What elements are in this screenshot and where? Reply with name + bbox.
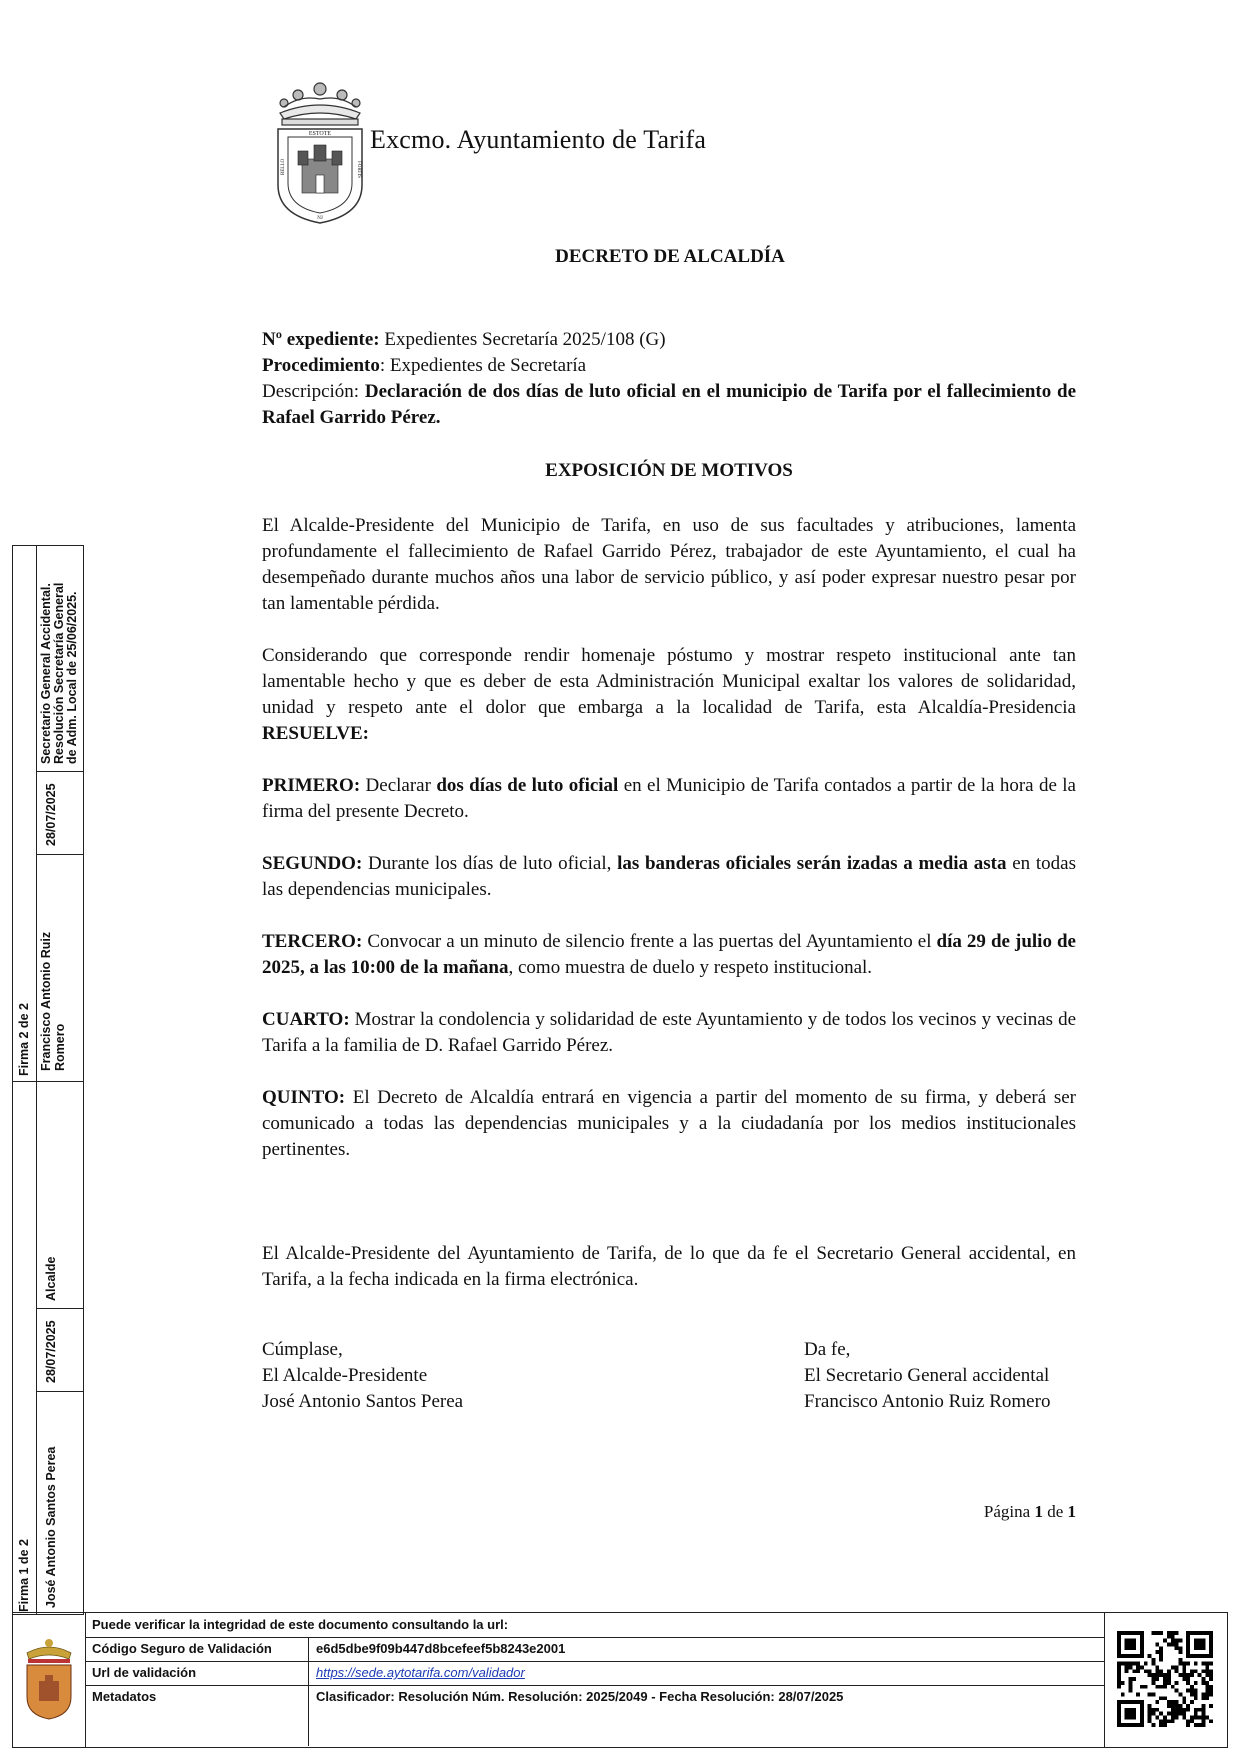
firma2-label: Firma 2 de 2	[17, 1003, 31, 1076]
metadata-value: Clasificador: Resolución Núm. Resolución: 2025/2049 - Fecha Resolución: 28/07/2025	[316, 1689, 844, 1704]
paragraph-tercero	[262, 929, 1076, 981]
svg-text:NJ: NJ	[317, 216, 323, 221]
signature-left-line-1: Cúmplase,	[262, 1339, 343, 1360]
row-separator	[308, 1661, 309, 1685]
footer-crest-icon	[19, 1635, 79, 1725]
expediente-line	[262, 327, 1076, 353]
signature-right-line-2: El Secretario General accidental	[804, 1365, 1050, 1386]
paragraph-considerando	[262, 643, 1076, 747]
metadata-label: Metadatos	[92, 1689, 157, 1704]
segundo-text-b: las banderas oficiales serán izadas a media asta	[617, 853, 1007, 874]
resuelve-label: RESUELVE:	[262, 723, 370, 744]
signature-right-line-1: Da fe,	[804, 1339, 851, 1360]
tercero-label: TERCERO:	[262, 931, 363, 952]
document-title-text: DECRETO DE ALCALDÍA	[555, 246, 785, 267]
signature-strip	[12, 545, 84, 1615]
signature-left	[262, 1337, 463, 1415]
paragraph-segundo	[262, 851, 1076, 903]
validation-url-link[interactable]: https://sede.aytotarifa.com/validador	[316, 1665, 525, 1680]
section-title: EXPOSICIÓN DE MOTIVOS	[545, 460, 793, 481]
page-prefix: Página	[983, 1502, 1035, 1521]
strip-separator	[36, 1391, 83, 1392]
metadata-block	[262, 327, 1076, 431]
tercero-text-a: Convocar a un minuto de silencio frente a las puertas del Ayuntamiento el	[362, 931, 937, 952]
firma2-name-2: Romero	[53, 1023, 67, 1071]
verify-text: Puede verificar la integridad de este documento consultando la url:	[92, 1617, 509, 1632]
primero-text-c: en el Municipio de Tarifa contados a partir de la hora de la firma del presente Decreto.	[262, 775, 1076, 822]
firma1-date: 28/07/2025	[44, 1320, 58, 1383]
strip-separator	[36, 771, 83, 772]
quinto-text: El Decreto de Alcaldía entrará en vigencia a partir del momento de su firma, y deberá ser comunicado a todas las dependencias municipales y a la ciudadanía por los medios institucionales pertinentes.	[262, 1087, 1076, 1160]
procedimiento-value: : Expedientes de Secretaría	[379, 355, 587, 376]
signature-left-line-3: José Antonio Santos Perea	[262, 1391, 464, 1412]
strip-divider	[36, 546, 37, 1614]
expediente-value: Expedientes Secretaría 2025/108 (G)	[384, 329, 666, 350]
document-title	[0, 246, 1240, 268]
considerando-text: Considerando que corresponde rendir homenaje póstumo y mostrar respeto institucional ante tan lamentable hecho y que es deber de esta Administración Municipal exaltar los valores de solidaridad, unidad y respeto ante el dolor que embarga a la localidad de Tarifa, esta Alcaldía-Presidencia	[262, 645, 1076, 718]
cuarto-label: CUARTO:	[262, 1009, 350, 1030]
qr-code-icon	[1117, 1631, 1213, 1727]
signature-right-line-3: Francisco Antonio Ruiz Romero	[804, 1391, 1051, 1412]
paragraph-quinto	[262, 1085, 1076, 1163]
signature-left-line-2: El Alcalde-Presidente	[262, 1365, 428, 1386]
url-row	[86, 1661, 1104, 1686]
expediente-label: Nº expediente:	[262, 329, 380, 350]
svg-text:BELLO: BELLO	[281, 158, 286, 175]
page-current: 1	[1034, 1502, 1043, 1521]
row-separator	[308, 1637, 309, 1661]
svg-text:ESTOTE: ESTOTE	[308, 131, 332, 137]
firma2-role-3: de Adm. Local de 25/06/2025.	[65, 591, 79, 764]
descripcion-value: Declaración de dos días de luto oficial en el municipio de Tarifa por el fallecimiento de Rafael Garrido Pérez.	[262, 381, 1077, 428]
page-mid: de	[1042, 1502, 1068, 1521]
url-label: Url de validación	[92, 1665, 197, 1680]
csv-row	[86, 1637, 1104, 1662]
verify-row	[86, 1613, 1104, 1638]
svg-text:FORTIS: FORTIS	[356, 161, 361, 178]
paragraph-cuarto	[262, 1007, 1076, 1059]
descripcion-line	[262, 379, 1076, 431]
primero-text-b: dos días de luto oficial	[436, 775, 619, 796]
metadata-row	[86, 1685, 1104, 1746]
footer-logo-cell	[13, 1613, 86, 1747]
tercero-text-c: , como muestra de duelo y respeto institucional.	[508, 957, 873, 978]
quinto-label: QUINTO:	[262, 1087, 346, 1108]
strip-separator	[36, 854, 83, 855]
firma2-name-1: Francisco Antonio Ruiz	[39, 931, 53, 1071]
segundo-text-a: Durante los días de luto oficial,	[362, 853, 618, 874]
procedimiento-line	[262, 353, 1076, 379]
primero-text-a: Declarar	[360, 775, 437, 796]
tercero-text-b: día 29 de julio de 2025, a las 10:00 de la mañana	[262, 931, 1076, 978]
row-separator	[308, 1685, 309, 1746]
firma1-role: Alcalde	[44, 1256, 58, 1301]
paragraph-primero	[262, 773, 1076, 825]
verification-footer	[12, 1612, 1228, 1748]
page-number	[900, 1502, 1076, 1522]
csv-label: Código Seguro de Validación	[92, 1641, 272, 1656]
segundo-label: SEGUNDO:	[262, 853, 363, 874]
firma2-role-2: Resolución Secretaría General	[52, 582, 66, 764]
paragraph-motivos: El Alcalde-Presidente del Municipio de Tarifa, en uso de sus facultades y atribuciones, lamenta profundamente el fallecimiento de Rafael Garrido Pérez, trabajador de este Ayuntamiento, el cual ha desempeñado durante muchos años una labor de servicio público, y así poder expresar nuestro pesar por tan lamentable pérdida.	[262, 515, 1076, 614]
csv-value: e6d5dbe9f09b447d8bcefeef5b8243e2001	[316, 1641, 566, 1656]
verification-table	[86, 1613, 1104, 1747]
procedimiento-label: Procedimiento	[262, 355, 380, 376]
primero-label: PRIMERO:	[262, 775, 361, 796]
municipal-crest-icon	[270, 75, 370, 225]
signature-right	[804, 1337, 1050, 1415]
firma2-date: 28/07/2025	[44, 783, 58, 846]
descripcion-label: Descripción:	[262, 381, 360, 402]
strip-separator	[13, 1081, 83, 1082]
body-text	[262, 513, 1076, 1293]
qr-cell	[1104, 1613, 1227, 1747]
strip-separator	[36, 1308, 83, 1309]
segundo-text-c: en todas las dependencias municipales.	[262, 853, 1076, 900]
organization-name: Excmo. Ayuntamiento de Tarifa	[370, 125, 707, 154]
page-total: 1	[1067, 1502, 1076, 1521]
firma2-role-1: Secretario General Accidental.	[39, 583, 53, 764]
firma1-name: José Antonio Santos Perea	[44, 1446, 58, 1608]
firma1-label: Firma 1 de 2	[17, 1539, 31, 1612]
paragraph-closing: El Alcalde-Presidente del Ayuntamiento de Tarifa, de lo que da fe el Secretario General accidental, en Tarifa, a la fecha indicada en la firma electrónica.	[262, 1243, 1076, 1290]
cuarto-text: Mostrar la condolencia y solidaridad de este Ayuntamiento y de todos los vecinos y vecinas de Tarifa a la familia de D. Rafael Garrido Pérez.	[262, 1009, 1076, 1056]
